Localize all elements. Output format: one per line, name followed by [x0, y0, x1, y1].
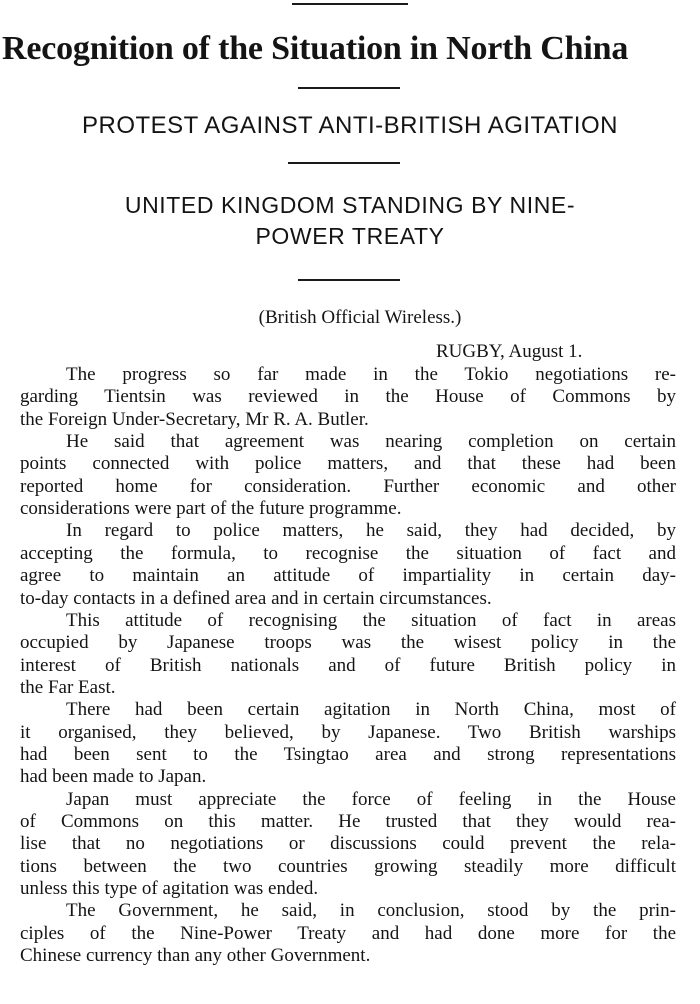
top-rule — [292, 3, 408, 5]
body-line: of Commons on this matter. He trusted that they would rea- — [20, 811, 676, 832]
subheadline-2-line-2: POWER TREATY — [255, 223, 445, 249]
body-line: it organised, they believed, by Japanese. Two British warships — [20, 721, 676, 743]
source-credit: (British Official Wireless.) — [258, 307, 462, 328]
rule-3 — [298, 279, 400, 281]
headline: Recognition of the Situation in North China — [2, 30, 629, 67]
body-line: lise that no negotiations or discussions could prevent the rela- — [20, 833, 676, 855]
body-line: occupied by Japanese troops was the wisest policy in the — [20, 632, 676, 654]
body-line: Chinese currency than any other Government. — [20, 945, 371, 967]
body-line: the Far East. — [20, 676, 116, 698]
body-line: the Foreign Under-Secretary, Mr R. A. Butler. — [20, 408, 369, 430]
body-line: This attitude of recognising the situation of fact in areas — [66, 609, 676, 631]
body-line: points connected with police matters, and that these had been — [20, 453, 676, 475]
body-line: Japan must appreciate the force of feeling in the House — [66, 788, 676, 810]
body-line: unless this type of agitation was ended. — [20, 878, 319, 900]
subheadline: PROTEST AGAINST ANTI-BRITISH AGITATION — [82, 112, 618, 139]
subheadline-2-line-1: UNITED KINGDOM STANDING BY NINE- — [124, 192, 576, 218]
body-line: tions between the two countries growing steadily more difficult — [20, 855, 676, 877]
body-line: In regard to police matters, he said, they had decided, by — [66, 520, 676, 542]
body-line: had been sent to the Tsingtao area and strong representations — [20, 743, 676, 765]
body-line: The progress so far made in the Tokio negotiations re- — [66, 364, 676, 385]
body-line: interest of British nationals and of future British policy in — [20, 654, 676, 676]
dateline: RUGBY, August 1. — [436, 341, 583, 362]
body-line: He said that agreement was nearing completion on certain — [66, 431, 676, 453]
subheadline-2 — [20, 190, 680, 252]
body-line: There had been certain agitation in North China, most of — [66, 699, 676, 721]
body-line: agree to maintain an attitude of impartiality in certain day- — [20, 565, 676, 587]
body-line: reported home for consideration. Further economic and other — [20, 475, 676, 497]
body-line: accepting the formula, to recognise the situation of fact and — [20, 542, 676, 564]
body-line: ciples of the Nine-Power Treaty and had done more for the — [20, 922, 676, 944]
rule-2 — [288, 162, 400, 164]
body-line: had been made to Japan. — [20, 766, 207, 788]
body-line: considerations were part of the future programme. — [20, 498, 402, 520]
rule-1 — [298, 87, 400, 89]
body-line: to-day contacts in a defined area and in certain circumstances. — [20, 587, 492, 609]
body-line: garding Tientsin was reviewed in the House of Commons by — [20, 386, 676, 408]
body-line: The Government, he said, in conclusion, stood by the prin- — [66, 900, 676, 922]
